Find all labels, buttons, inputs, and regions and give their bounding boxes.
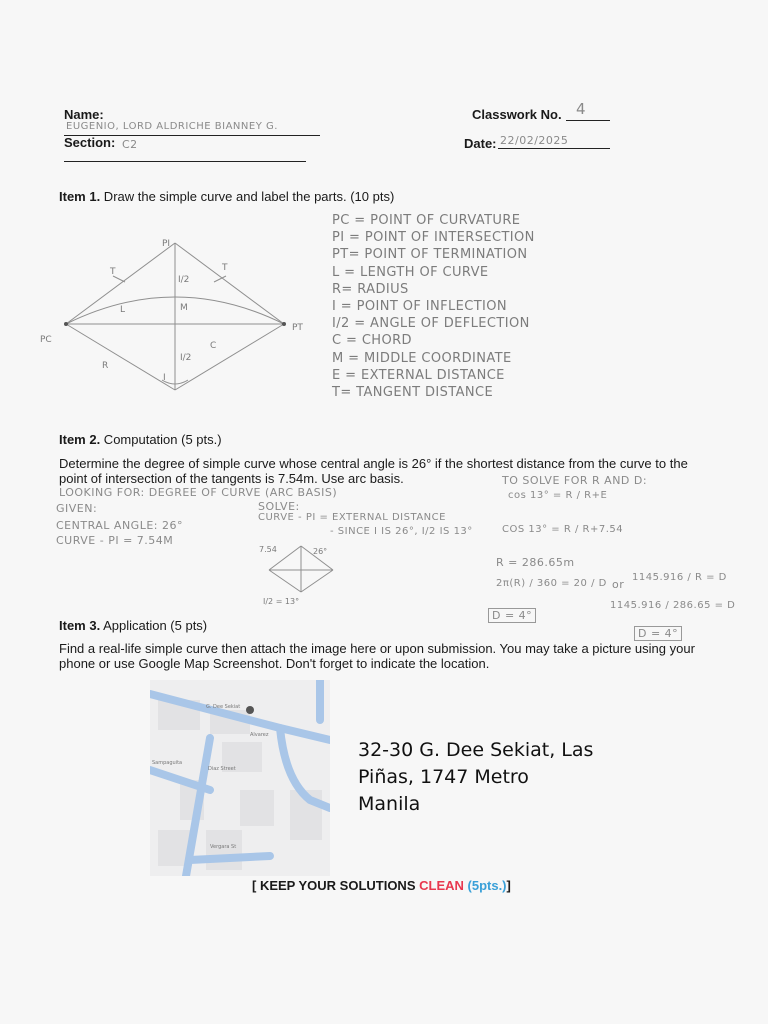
work-looking: LOOKING FOR: DEGREE OF CURVE (ARC BASIS) [59,486,338,499]
legend-item: L = LENGTH OF CURVE [332,264,489,280]
label-t-right: T [222,263,228,273]
date-value: 22/02/2025 [500,134,569,147]
work-curve-pi: CURVE - PI = 7.54M [56,534,174,547]
work-alt2: 1145.916 / 286.65 = D [610,600,736,611]
radius-left [66,324,175,390]
label-pi: PI [162,239,171,249]
item2-problem: Determine the degree of simple curve whose central angle is 26° if the shortest distance from the curve to the point of intersection of the tangents is 7.54m. Use arc basis. [59,456,688,486]
map-label: G. Dee Sekiat [206,704,241,710]
section-value: C2 [122,138,138,151]
legend-item: M = MIDDLE COORDINATE [332,350,512,366]
footer-clean: CLEAN [419,878,464,893]
item3-instructions: Find a real-life simple curve then attach the image here or upon submission. You may take a picture using your phone or use Google Map Screenshot. Don't forget to indicate the location. [59,641,695,671]
map-label: Vergara St [210,844,237,850]
simple-curve-diagram [30,230,330,410]
sketch-754: 7.54 [259,545,277,554]
item2-title: Item 2. Computation (5 pts.) [59,432,222,447]
label-r: R [102,361,109,371]
work-cos2: COS 13° = R / R+7.54 [502,524,624,535]
section-label: Section: [64,135,116,150]
tangent-right [175,243,284,324]
map-graphic [150,680,330,876]
work-central: CENTRAL ANGLE: 26° [56,519,183,532]
legend-item: PI = POINT OF INTERSECTION [332,230,535,246]
map-screenshot [150,680,330,876]
location-address [358,737,618,818]
work-cos1: cos 13° = R / R+E [508,490,608,501]
address-line: Piñas, 1747 Metro [358,766,529,788]
legend-item: T= TANGENT DISTANCE [332,385,494,401]
date-label: Date: [464,136,497,151]
legend-item: I = POINT OF INFLECTION [332,299,508,315]
classwork-label: Classwork No. [472,107,562,122]
item2-sketch [255,540,355,608]
work-solve1: CURVE - PI = EXTERNAL DISTANCE [258,512,446,523]
work-given: GIVEN: [56,502,98,515]
legend-item: PC = POINT OF CURVATURE [332,213,521,228]
label-half-angle: I/2 [180,353,192,363]
label-m: M [180,303,188,313]
label-l: L [120,305,126,315]
label-i: I [163,373,166,383]
legend-item: I/2 = ANGLE OF DEFLECTION [332,316,530,332]
legend-item: PT= POINT OF TERMINATION [332,247,528,263]
work-arc-eq: 2π(R) / 360 = 20 / D [496,578,607,589]
sketch-26: 26° [313,547,328,556]
pt-point [282,322,286,326]
address-line: Manila [358,793,421,815]
map-label: Sampaguita [152,760,183,766]
classwork-value: 4 [576,100,587,118]
legend-item: C = CHORD [332,333,412,349]
map-label: Alvarez [250,732,269,738]
label-pt: PT [292,323,303,333]
label-half-angle-top: I/2 [178,275,190,285]
address-line: 32-30 G. Dee Sekiat, Las [358,739,594,761]
label-t-left: T [110,267,116,277]
date-underline [498,148,610,149]
work-solve2: - SINCE I IS 26°, I/2 IS 13° [330,526,473,537]
name-value: EUGENIO, LORD ALDRICHE BIANNEY G. [66,121,278,132]
road-vergara [190,856,270,860]
work-to-solve: TO SOLVE FOR R AND D: [502,474,648,487]
sketch-13: I/2 = 13° [263,597,300,606]
pc-point [64,322,68,326]
name-label: Name: [64,107,104,122]
work-alt1: 1145.916 / R = D [632,572,727,583]
work-d1: D = 4° [488,608,536,623]
footer-note: [ KEEP YOUR SOLUTIONS CLEAN (5pts.)] [252,878,511,893]
classwork-underline [566,120,610,121]
legend-item: R= RADIUS [332,281,409,297]
legend-list [332,212,535,401]
work-r-value: R = 286.65m [496,556,575,569]
legend-item: E = EXTERNAL DISTANCE [332,367,505,383]
work-or: or [612,578,625,591]
item3-title: Item 3. Application (5 pts) [59,618,208,633]
work-solve: SOLVE: [258,500,300,513]
section-underline [64,161,306,162]
item1-title: Item 1. Draw the simple curve and label the parts. (10 pts) [59,189,395,204]
footer-pts: (5pts.) [467,878,507,893]
location-pin-icon [246,706,254,714]
label-pc: PC [40,335,52,345]
label-c: C [210,341,217,351]
work-d2: D = 4° [634,626,682,641]
map-label: Diaz Street [208,766,236,772]
